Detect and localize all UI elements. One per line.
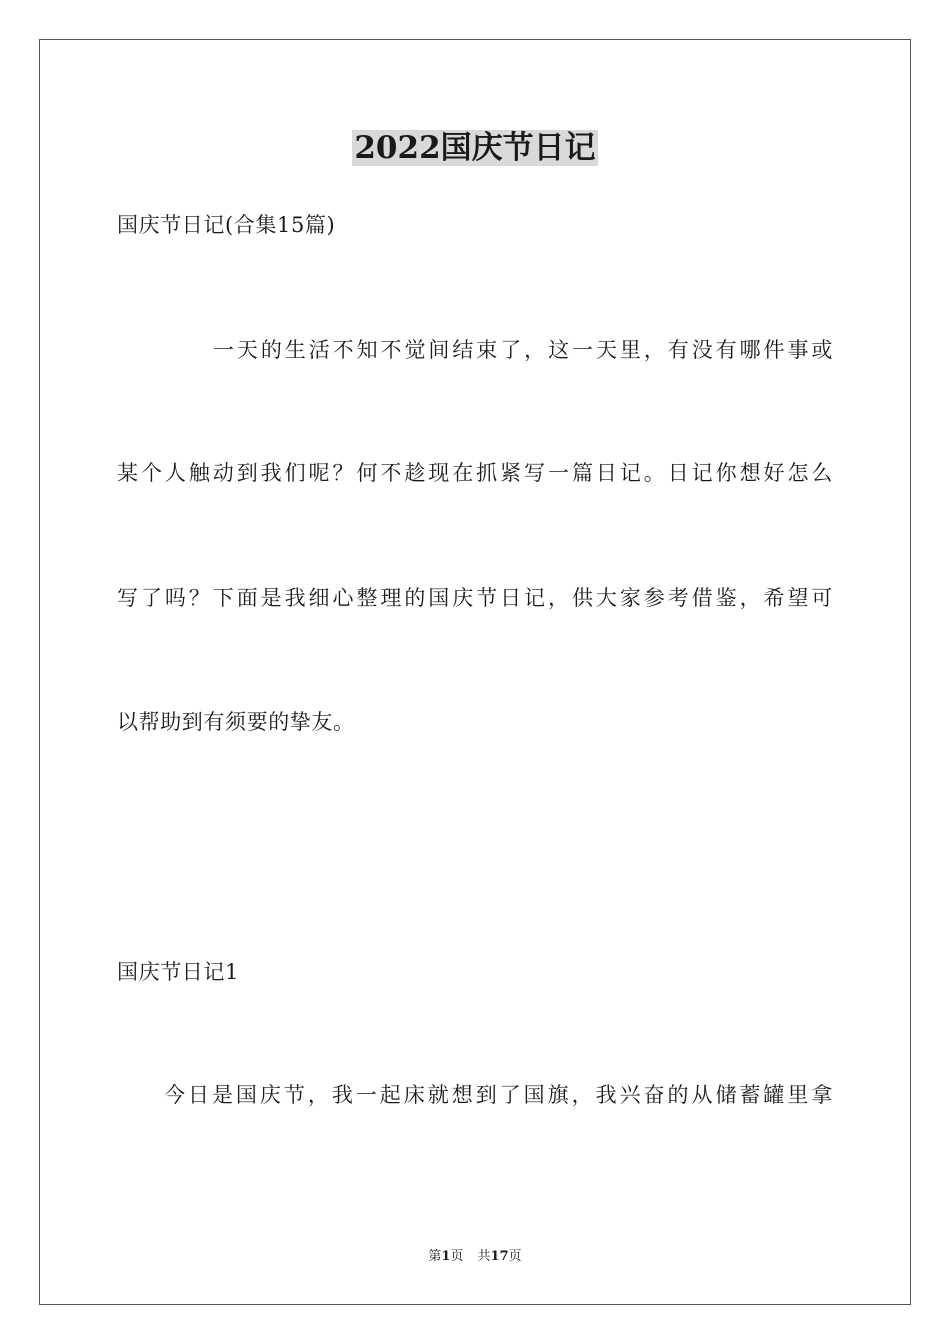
footer-total-suffix: 页 [508,1249,522,1264]
footer-prefix: 第 [428,1249,442,1264]
document-subtitle: 国庆节日记(合集15篇) [117,213,336,237]
page-footer [0,1248,950,1266]
intro-line-2: 某个人触动到我们呢？何不趁现在抓紧写一篇日记。日记你想好怎么 [117,461,833,485]
section-first-line: 今日是国庆节，我一起床就想到了国旗，我兴奋的从储蓄罐里拿 [164,1083,833,1107]
intro-line-4: 以帮助到有须要的挚友。 [117,710,355,734]
footer-total-pages: 17 [490,1249,509,1264]
footer-total-prefix: 共 [477,1249,491,1264]
document-title [0,128,950,168]
section-heading: 国庆节日记1 [117,960,239,984]
footer-page-number: 1 [441,1249,451,1264]
intro-line-1: 一天的生活不知不觉间结束了，这一天里，有没有哪件事或 [213,338,833,362]
footer-page-suffix: 页 [450,1249,464,1264]
document-title-text: 2022国庆节日记 [354,130,596,166]
intro-line-3: 写了吗？下面是我细心整理的国庆节日记，供大家参考借鉴，希望可 [117,586,833,610]
